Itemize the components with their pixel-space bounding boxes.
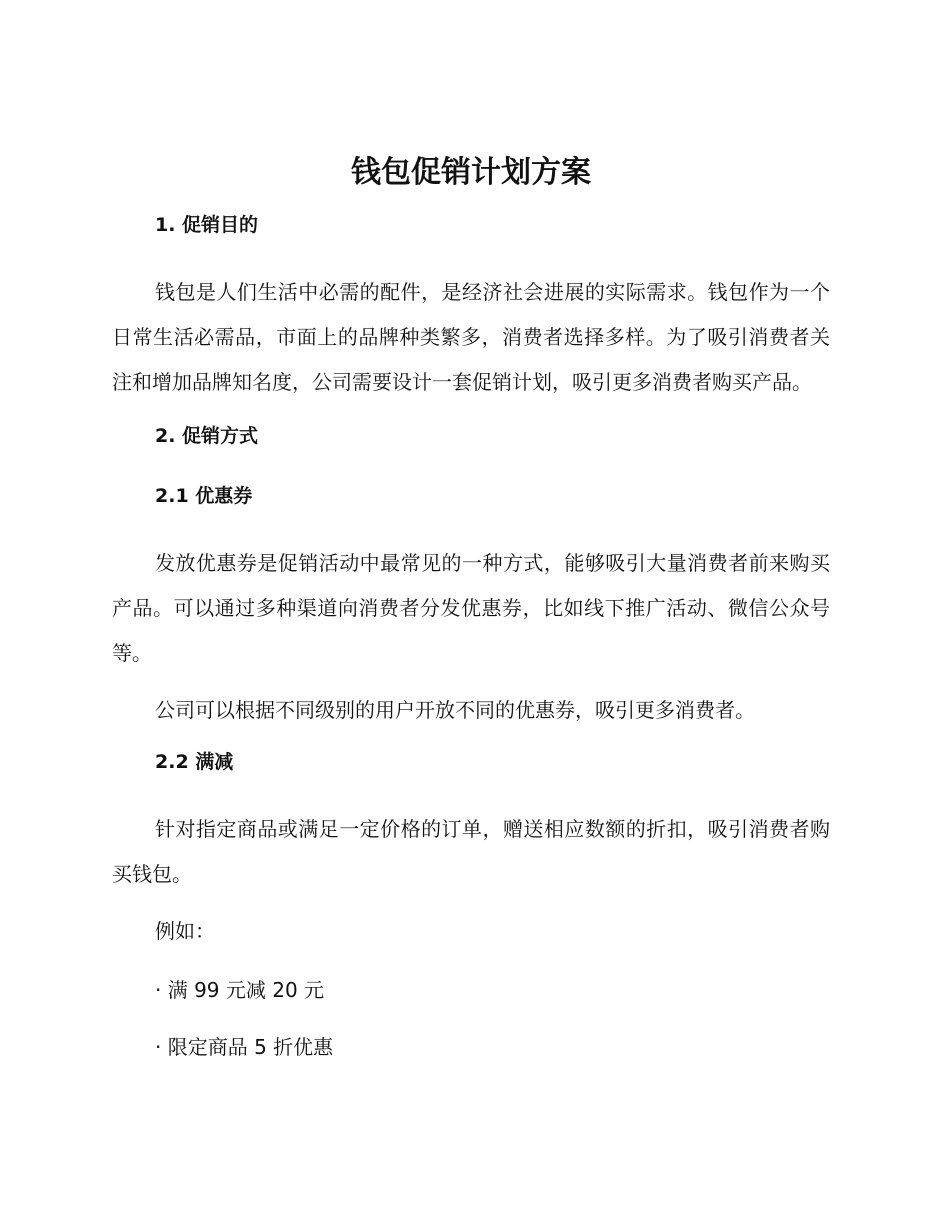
paragraph-coupon-1: 发放优惠券是促销活动中最常见的一种方式，能够吸引大量消费者前来购买产品。可以通过多种渠道向消费者分发优惠券，比如线下推广活动、微信公众号等。 — [112, 551, 830, 665]
paragraph-discount-1: 针对指定商品或满足一定价格的订单，赠送相应数额的折扣，吸引消费者购买钱包。 — [112, 817, 830, 886]
paragraph-coupon-2: 公司可以根据不同级别的用户开放不同的优惠券，吸引更多消费者。 — [155, 698, 755, 722]
list-item: · 限定商品 5 折优惠 — [155, 1035, 334, 1059]
section-heading-methods: 2. 促销方式 — [155, 425, 259, 447]
section-heading-purpose: 1. 促销目的 — [155, 214, 259, 236]
paragraph-purpose: 钱包是人们生活中必需的配件，是经济社会进展的实际需求。钱包作为一个日常生活必需品，市面上的品牌种类繁多，消费者选择多样。为了吸引消费者关注和增加品牌知名度，公司需要设计一套促销计划，吸引更多消费者购买产品。 — [112, 280, 830, 394]
subsection-heading-discount: 2.2 满减 — [155, 751, 234, 773]
list-item: · 满 99 元减 20 元 — [155, 978, 325, 1002]
document-page — [112, 148, 830, 1082]
document-title: 钱包促销计划方案 — [351, 155, 591, 190]
paragraph-example-label: 例如： — [155, 919, 215, 943]
subsection-heading-coupon: 2.1 优惠券 — [155, 485, 253, 507]
